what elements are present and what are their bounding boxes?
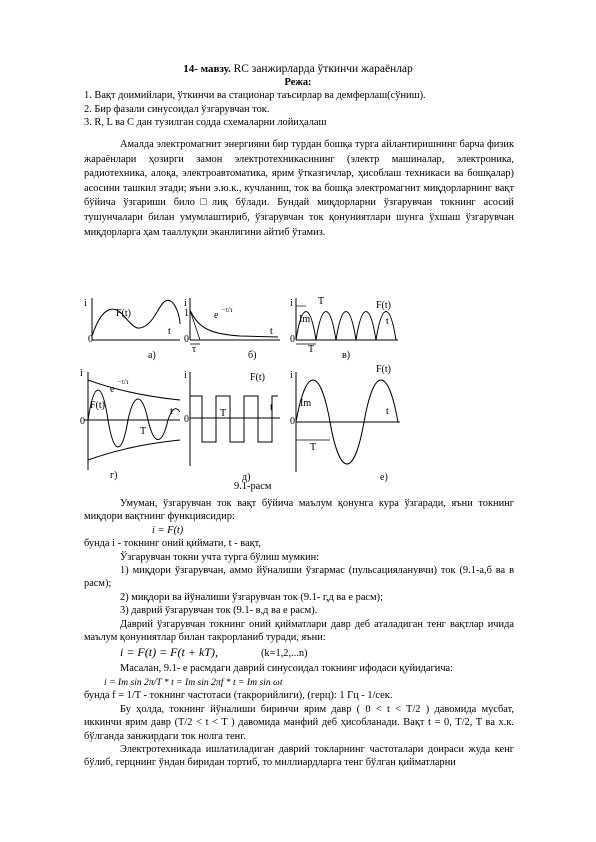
- body-p7: Бу ҳолда, токнинг йўналиши биринчи ярим давр ( 0 < t < T/2 ) давомида мусбат, иккинчи ярим давр (T/2 < t < T ) давомида манфий деб ҳисобланади. Вақт t = 0, T/2, T ва х.к. бўлганда занжирдаги ток нолга тенг.: [84, 703, 514, 742]
- plan-item: 3. R, L ва C дан тузилган содда схемаларни лойиҳалаш: [84, 117, 327, 128]
- figure-caption: 9.1-расм: [234, 481, 272, 492]
- formula-2-note: (k=1,2,...n): [260, 648, 308, 660]
- panel-e-label-i: i: [290, 370, 293, 381]
- panel-g-caption: г): [110, 470, 118, 481]
- panel-d-label-t: t: [270, 402, 273, 413]
- body-p1: Умуман, ўзгарувчан ток вақт бўйича маълум қонунга кура ўзгаради, яъни токнинг миқдори вақтнинг функциясидир:: [84, 498, 514, 523]
- panel-g-label-exp: −t/τ: [118, 378, 129, 386]
- intro-paragraph: [84, 138, 514, 240]
- body-list-1: 1) миқдори ўзгарувчан, аммо йўналиши ўзгармас (пульсацияланувчи) ток (9.1-а,б ва в расм);: [84, 565, 514, 590]
- panel-d: [184, 370, 280, 483]
- body-list-3: 3) даврий ўзгарувчан ток (9.1- в,д ва е расм).: [120, 605, 318, 617]
- panel-v: [290, 296, 398, 361]
- panel-a-label-f: F(t): [116, 308, 131, 319]
- panel-e-label-T: T: [310, 442, 317, 453]
- panel-e-label-0: 0: [290, 416, 295, 427]
- body-p3: Ўзгарувчан токни учта турга бўлиш мумкин:: [120, 551, 320, 563]
- body-p6: бунда f = 1/T - токнинг частотаси (такрорийлиги), (герц): 1 Гц - 1/сек.: [84, 690, 393, 702]
- panel-v-caption: в): [342, 350, 351, 361]
- title-text: RC занжирларда ўткинчи жараёнлар: [233, 63, 413, 75]
- panel-v-label-t: t: [386, 316, 389, 327]
- panel-g: [80, 368, 180, 481]
- panel-b-label-1: 1: [184, 308, 189, 319]
- panel-e-label-t: t: [386, 406, 389, 417]
- panel-e: [290, 364, 400, 483]
- intro-text: Амалда электромагнит энергияни бир турдан бошқа турга айлантиришнинг барча физик жараёнлари ҳозирги замон электротехникасининг (электр машиналар, электроника, радиотехника, алоқа, электроавтоматика, ярим ўтказгичлар, ҳисоблаш техникаси ва бошқалар) асосини ташкил этади; яъни э.ю.к., кучланиш, ток ва бошқа электромагнит миқдорларнинг вақт бўйича ўзгариши било□лиқ бўлади. Бундай миқдорларни ўзгарувчан токнинг асосий тушунчалари билан умумлаштириб, ўзгарувчан ток қонуниятлари шунга ўхшаш ўзгарувчан миқдорларга ҳам тааллуқли эканлигини айтиб ўтамиз.: [84, 139, 514, 238]
- plan-heading: Режа:: [284, 77, 312, 88]
- panel-d-label-i: i: [184, 370, 187, 381]
- figure-svg: [80, 296, 520, 496]
- panel-a-label-0: 0: [88, 334, 93, 345]
- body-p2: бунда i - токнинг оний қиймати, t - вақт,: [84, 538, 261, 550]
- panel-b-label-t: t: [270, 326, 273, 337]
- panel-g-label-e: e: [110, 384, 115, 395]
- panel-v-label-0: 0: [290, 334, 295, 345]
- panel-v-label-T: T: [308, 344, 315, 355]
- panel-d-label-T: T: [220, 408, 227, 419]
- figure-9-1: [80, 296, 520, 496]
- panel-b-label-e: e: [214, 310, 219, 321]
- panel-a-caption: а): [148, 350, 156, 361]
- formula-2: i = F(t) = F(t + kT),: [120, 645, 218, 660]
- panel-g-label-T: T: [140, 426, 147, 437]
- panel-g-label-0: 0: [80, 416, 85, 427]
- body-p8: Электротехникада ишлатиладиган даврий токларнинг частоталари доираси жуда кенг бўлиб, герцнинг ўндан биридан тортиб, то миллиардларга тенг бўлган қийматларни: [84, 743, 514, 769]
- formula-2-line: [84, 644, 514, 662]
- body-p5: Масалан, 9.1- е расмдаги даврий синусоидал токнинг ифодаси қуйидагича:: [120, 663, 454, 675]
- panel-g-label-t: t: [170, 406, 173, 417]
- panel-d-label-f: F(t): [250, 372, 265, 383]
- panel-d-caption: д): [242, 472, 251, 483]
- formula-3: i = Im sin 2π/T * t = Im sin 2πf * t = Im sin ωt: [104, 676, 283, 688]
- panel-v-label-i: i: [290, 298, 293, 309]
- panel-a-label-i: i: [84, 298, 87, 309]
- panel-v-label-T-top: T: [318, 296, 325, 307]
- panel-a-label-t: t: [168, 326, 171, 337]
- panel-e-caption: е): [380, 472, 388, 483]
- panel-g-label-i: i: [80, 368, 83, 379]
- panel-b-label-0: 0: [184, 334, 189, 345]
- panel-a: [84, 298, 180, 361]
- plan-item: 2. Бир фазали синусоидал ўзгарувчан ток.: [84, 104, 270, 115]
- formula-1: i = F(t): [152, 524, 184, 536]
- plan-item: 1. Вақт доимийлари, ўткинчи ва стационар таъсирлар ва демферлаш(сўниш).: [84, 90, 426, 101]
- panel-e-label-f: F(t): [376, 364, 391, 375]
- panel-e-label-im: Im: [300, 398, 312, 409]
- body-text: [84, 497, 514, 770]
- panel-d-label-0: 0: [184, 414, 189, 425]
- body-list-2: 2) миқдори ва йўналиши ўзгарувчан ток (9.1- г,д ва е расм);: [120, 591, 383, 603]
- panel-b-label-exp: −t/τ: [222, 306, 233, 314]
- panel-b-caption: б): [248, 350, 257, 361]
- panel-v-label-im: Im: [299, 314, 311, 325]
- page-title: [0, 63, 596, 75]
- body-p4: Даврий ўзгарувчан токнинг оний қийматлари давр деб аталадиган тенг вақтлар ичида маълум қонуниятлар билан такрорланиб туради, яъни:: [84, 618, 514, 644]
- panel-b: [184, 298, 280, 361]
- title-prefix: 14- мавзу.: [183, 63, 231, 75]
- panel-g-label-f: F(t): [90, 400, 105, 411]
- panel-v-label-f: F(t): [376, 300, 391, 311]
- panel-b-label-tau: τ: [192, 344, 197, 355]
- panel-b-label-i: i: [184, 298, 187, 309]
